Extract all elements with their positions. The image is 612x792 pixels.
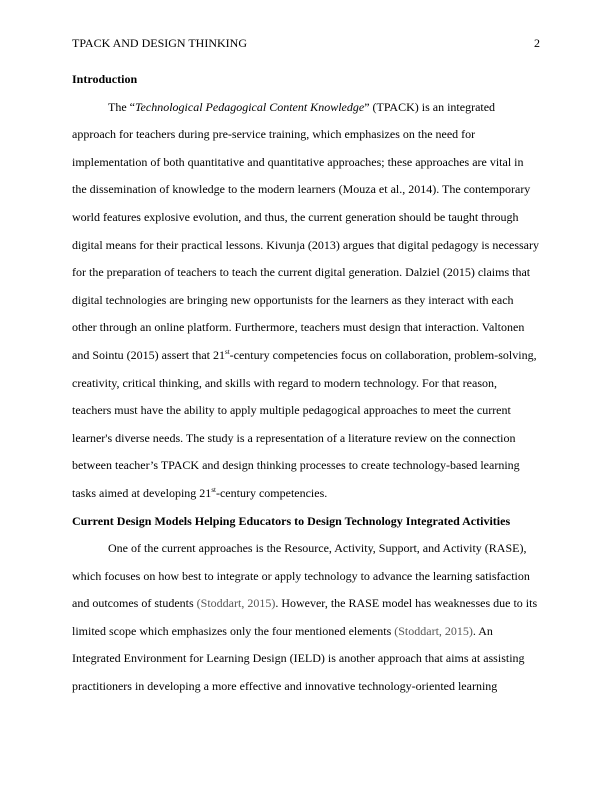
page-number: 2 [534, 36, 540, 50]
text-line [72, 618, 540, 646]
text-segment: ” (TPACK) is an integrated [364, 99, 496, 114]
introduction-paragraph [72, 94, 540, 508]
text-line: for the preparation of teachers to teach the current digital generation. Dalziel (2015) claims that [72, 265, 531, 280]
text-line: other through an online platform. Furthermore, teachers must design that interaction. Valtonen [72, 320, 525, 335]
text-line: digital technologies are bringing new opportunists for the learners as they interact with each [72, 292, 514, 307]
text-line: One of the current approaches is the Resource, Activity, Support, and Activity (RASE), [108, 541, 527, 556]
running-title: TPACK AND DESIGN THINKING [72, 36, 248, 50]
citation: (Stoddart, 2015) [394, 623, 473, 638]
text-segment: tasks aimed at developing 21 [72, 485, 212, 500]
text-line: digital means for their practical lessons. Kivunja (2013) argues that digital pedagogy is necessary [72, 237, 539, 252]
ordinal-superscript: st [211, 485, 216, 494]
text-line: the dissemination of knowledge to the modern learners (Mouza et al., 2014). The contemporary [72, 182, 531, 197]
section-heading-introduction: Introduction [72, 72, 138, 86]
citation: (Stoddart, 2015) [196, 596, 276, 611]
body-text [72, 66, 540, 701]
text-line: implementation of both quantitative and quantitative approaches; these approaches are vital in [72, 154, 524, 169]
text-segment: -century competencies focus on collaboration, problem-solving, [229, 347, 537, 362]
section-heading-design-models: Current Design Models Helping Educators to Design Technology Integrated Activities [72, 513, 511, 528]
design-models-paragraph [72, 535, 540, 701]
text-segment: The “ [108, 99, 135, 114]
text-line: approach for teachers during pre-service training, which emphasizes on the need for [72, 127, 476, 142]
text-line [72, 94, 540, 122]
text-line: practitioners in developing a more effective and innovative technology-oriented learning [72, 679, 498, 694]
text-line: Integrated Environment for Learning Design (IELD) is another approach that aims at assisting [72, 651, 525, 666]
text-segment: and Sointu (2015) assert that 21 [72, 347, 225, 362]
text-line: teachers must have the ability to apply multiple pedagogical approaches to meet the current [72, 403, 511, 418]
text-segment: . An [472, 623, 493, 638]
text-line: creativity, critical thinking, and skills with regard to modern technology. For that reason, [72, 375, 498, 390]
text-line [72, 480, 540, 508]
text-line [72, 342, 540, 370]
ordinal-superscript: st [224, 347, 230, 356]
text-segment: -century competencies. [215, 485, 328, 500]
text-line: world features explosive evolution, and thus, the current generation should be taught through [72, 209, 519, 224]
text-line: between teacher’s TPACK and design thinking processes to create technology-based learning [72, 458, 520, 473]
text-line [72, 590, 540, 618]
text-line: which focuses on how best to integrate or apply technology to advance the learning satisfaction [72, 568, 530, 583]
text-segment: . However, the RASE model has weaknesses due to its [275, 596, 538, 611]
italic-term: Technological Pedagogical Content Knowledge [134, 99, 365, 114]
text-line: learner's diverse needs. The study is a representation of a literature review on the connection [72, 430, 516, 445]
text-segment: and outcomes of students [72, 596, 197, 611]
text-segment: limited scope which emphasizes only the four mentioned elements [72, 623, 395, 638]
